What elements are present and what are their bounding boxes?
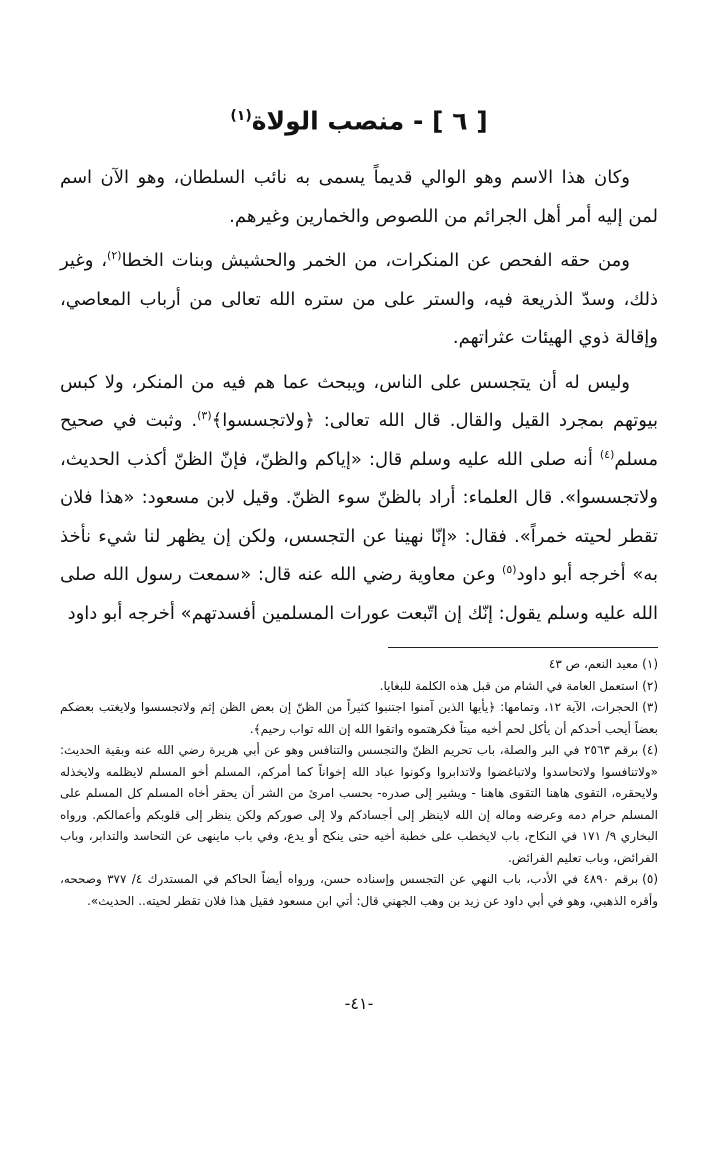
- heading-number: ٦: [452, 106, 468, 136]
- body-paragraph: [60, 242, 658, 358]
- body-paragraph: [60, 159, 658, 236]
- footnote-separator: [388, 647, 658, 648]
- footnote-item: [60, 697, 658, 740]
- page-number: -٤١-: [344, 994, 374, 1013]
- paragraph-text: أنه صلى الله عليه وسلم قال: «إياكم والظنّ، فإنّ الظنّ أكذب الحديث، ولاتجسسوا». قال العلماء: أراد بالظنّ سوء الظنّ. وقيل لابن مسعود: «هذا فلان تقطر لحيته خمراً». فقال: «إنّا نهينا عن التجسس، ولكن إن يظهر لنا شيء نأخذ به» أخرجه أبو داود: [60, 448, 658, 586]
- footnote-ref: (٣): [197, 409, 212, 423]
- footnote-ref: (٤): [599, 447, 615, 461]
- heading-bracket-close: ]: [432, 106, 444, 136]
- heading-note-ref: (١): [230, 108, 252, 124]
- footnote-ref: (٢): [107, 249, 122, 263]
- footnote-text: الحجرات، الآية ١٢، وتمامها: ﴿يأيها الذين آمنوا اجتنبوا كثيراً من الظنّ إن بعض الظن إثم ولاتجسسوا ولايغتب بعضكم بعضاً أيحب أحدكم أن يأكل لحم أخيه ميتاً فكرهتموه واتقوا الله إن الله تواب رحيم﴾.: [60, 700, 658, 736]
- footnote-item: [60, 869, 658, 912]
- footnote-item: [60, 740, 658, 869]
- footnote-number: (٢): [642, 678, 658, 693]
- paragraph-text: ومن حقه الفحص عن المنكرات، من الخمر والحشيش وبنات الخطا: [121, 250, 630, 272]
- paragraph-text: وعن معاوية رضي الله عنه قال: «سمعت رسول الله صلى الله عليه وسلم يقول: إنّك إن اتّبعت عورات المسلمين أفسدتهم» أخرجه أبو داود: [60, 564, 658, 624]
- body-paragraph: [60, 364, 658, 634]
- footnote-number: (٤): [642, 743, 658, 758]
- heading-dash: -: [412, 106, 424, 136]
- paragraph-text: ، وغير ذلك، وسدّ الذريعة فيه، والستر على من ستره الله تعالى من أرباب المعاصي، وإقالة ذوي الهيئات عثراتهم.: [60, 250, 658, 349]
- paragraph-text: . وثبت في صحيح مسلم: [60, 410, 658, 470]
- footnote-number: (٥): [642, 872, 658, 887]
- footnote-text: استعمل العامة في الشام من قبل هذه الكلمة للبغايا.: [379, 678, 639, 693]
- footnote-item: [60, 676, 658, 698]
- footnotes: [60, 654, 658, 912]
- heading-bracket-open: [: [476, 106, 488, 136]
- heading-title: منصب الولاة: [251, 106, 405, 136]
- footnote-text: معيد النعم، ص ٤٣: [548, 657, 639, 672]
- footnote-item: [60, 654, 658, 676]
- footnote-number: (١): [642, 657, 658, 672]
- chapter-heading: [60, 96, 658, 141]
- footnote-text: برقم ٤٨٩٠ في الأدب، باب النهي عن التجسس وإسناده حسن، ورواه أيضاً الحاكم في المستدرك ٤/ ٣٧٧ وصححه، وأقره الذهبي، وهو في أبي داود عن زيد بن وهب الجهني قال: أتي ابن مسعود فقيل هذا فلان تقطر لحيته.. الحديث».: [60, 872, 658, 908]
- footnote-ref: (٥): [502, 563, 517, 577]
- footnote-text: برقم ٢٥٦٣ في البر والصلة، باب تحريم الظنّ والتجسس والتنافس وهو عن أبي هريرة رضي الله عنه وبقية الحديث: «ولاتنافسوا ولاتحاسدوا ولاتباغضوا ولاتدابروا وكونوا عباد الله إخواناً كما أمركم، المسلم أخو المسلم لايظلمه ولايخذله ولايحقره، التقوى هاهنا التقوى هاهنا - ويشير إلى صدره- بحسب امرئ من الشر أن يحقر أخاه المسلم كل المسلم على المسلم حرام دمه وعرضه وماله إن الله لاينظر إلى أجسادكم ولا إلى صوركم ولكن ينظر إلى قلوبكم وأعمالكم. ورواه البخاري ٩/ ١٧١ في النكاح، باب لايخطب على خطبة أخيه حتى ينكح أو يدع، وفي باب ماينهى عن التحاسد والتدابر، وباب الفرائض، وباب تعليم الفرائض.: [60, 743, 659, 865]
- paragraph-text: وليس له أن يتجسس على الناس، ويبحث عما هم فيه من المنكر، ولا كبس بيوتهم بمجرد القيل والقال. قال الله تعالى: ﴿ولاتجسسوا﴾: [60, 371, 659, 432]
- body-text: [60, 159, 658, 633]
- footnote-number: (٣): [642, 700, 658, 715]
- paragraph-text: وكان هذا الاسم وهو الوالي قديماً يسمى به نائب السلطان، وهو الآن اسم لمن إليه أمر أهل الجرائم من اللصوص والخمارين وغيرهم.: [60, 167, 658, 227]
